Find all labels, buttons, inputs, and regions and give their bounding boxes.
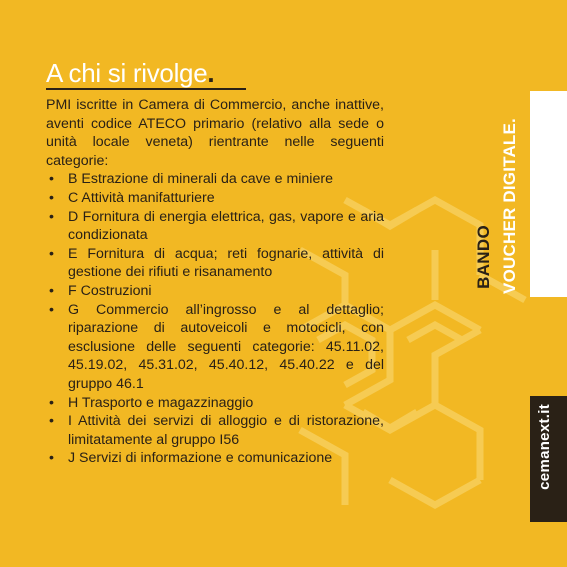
category-item-d: • D Fornitura di energia elettrica, gas, vapore e aria condizionata <box>46 208 384 245</box>
category-item-j: • J Servizi di informazione e comunicazione <box>46 449 384 468</box>
side-panel <box>530 91 567 297</box>
bando-label: BANDO <box>474 225 493 289</box>
title-text: A chi si rivolge <box>46 58 208 88</box>
section-title <box>46 56 214 90</box>
title-dot: . <box>207 58 215 88</box>
category-item-g: • G Commercio all’ingrosso e al dettaglio; riparazione di autoveicoli e motocicli, con esclusione delle seguenti categorie: 45.11.02, 45.19.02, 45.31.02, 45.40.12, 45.40.22 e del gruppo 46.1 <box>46 301 384 394</box>
category-item-b: • B Estrazione di minerali da cave e miniere <box>46 170 384 189</box>
title-underline <box>46 88 246 90</box>
voucher-label <box>500 118 520 294</box>
voucher-dot: . <box>500 118 519 123</box>
category-item-h: • H Trasporto e magazzinaggio <box>46 394 384 413</box>
voucher-text: VOUCHER DIGITALE <box>500 122 519 294</box>
category-item-e: • E Fornitura di acqua; reti fognarie, attività di gestione dei rifiuti e risanamento <box>46 245 384 282</box>
intro-paragraph: PMI iscritte in Camera di Commercio, anche inattive, aventi codice ATECO primario (relativo alla sede o unità locale veneta) rientrante nelle seguenti categorie: <box>46 97 384 169</box>
eligibility-content <box>46 96 384 468</box>
category-item-c: • C Attività manifatturiere <box>46 189 384 208</box>
category-item-i: • I Attività dei servizi di alloggio e di ristorazione, limitatamente al gruppo I56 <box>46 412 384 449</box>
website-label: cemanext.it <box>536 404 553 490</box>
category-item-f: • F Costruzioni <box>46 282 384 301</box>
category-list <box>46 170 384 468</box>
